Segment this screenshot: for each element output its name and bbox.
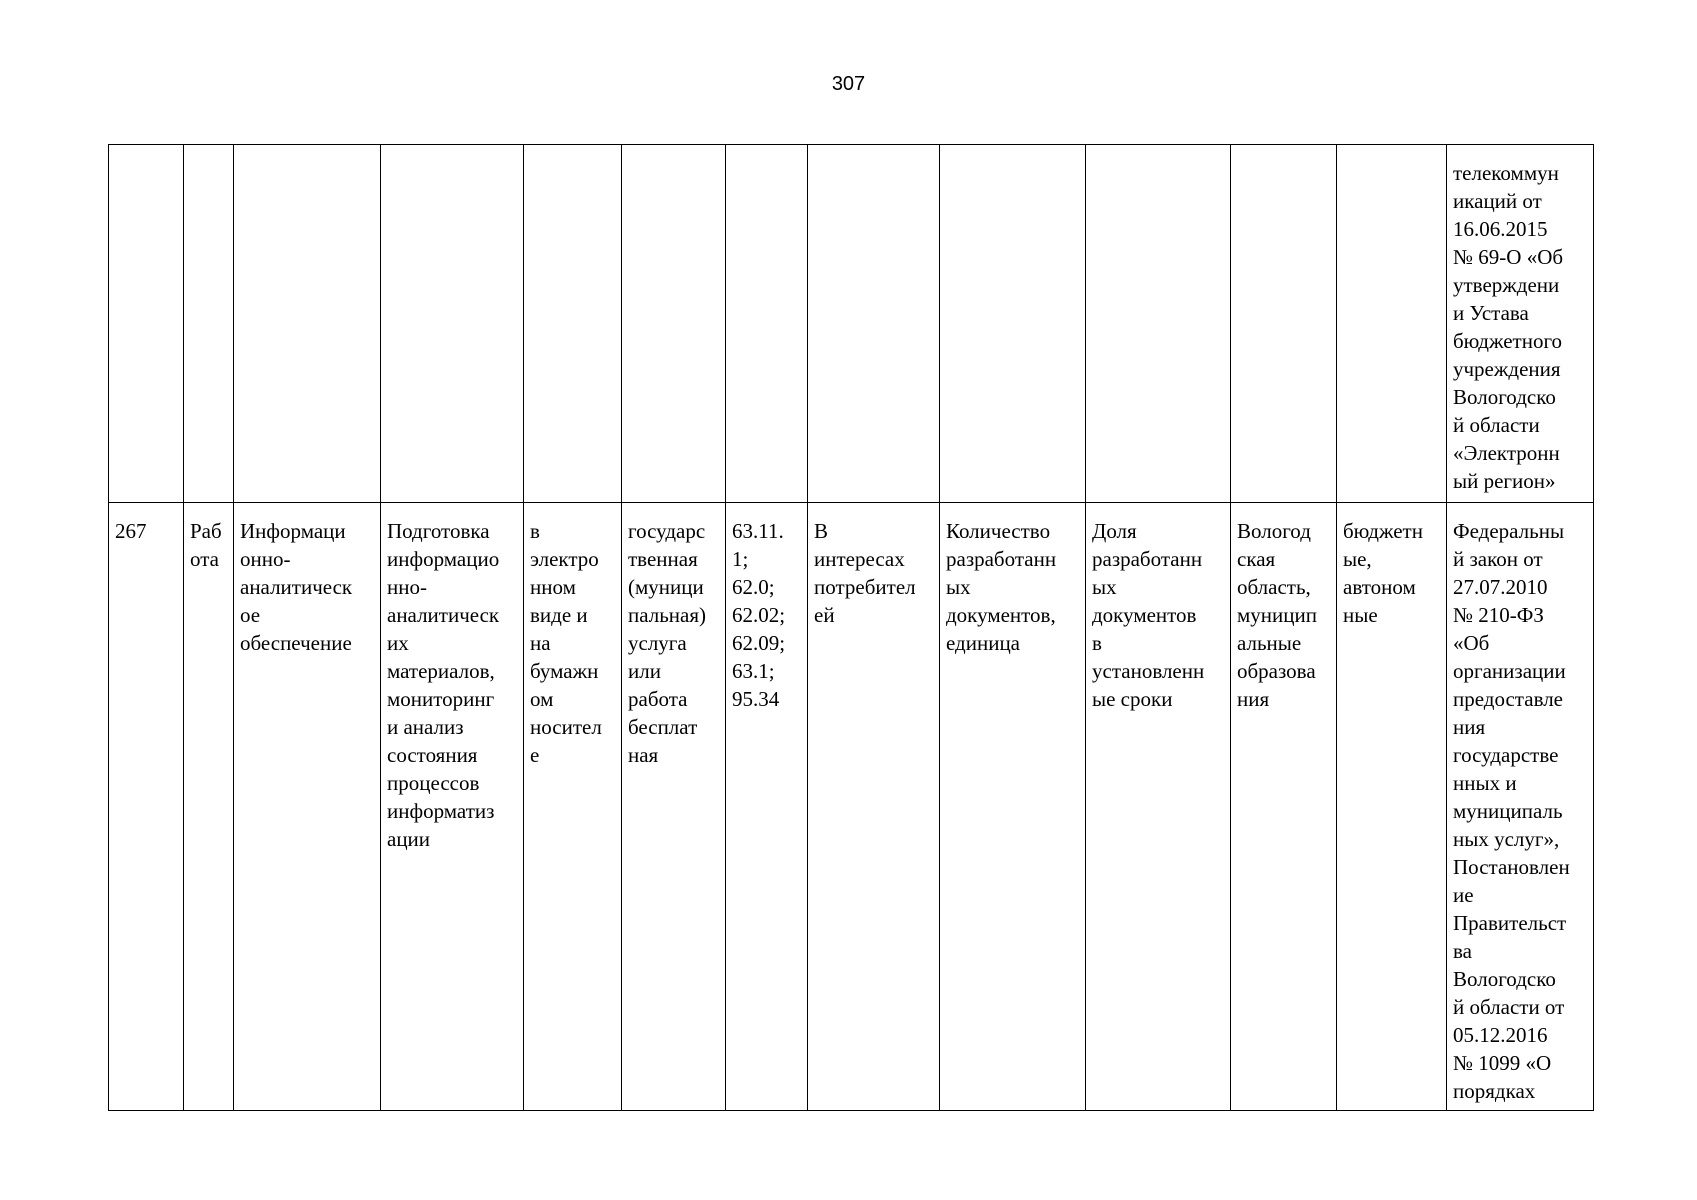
table-row-continued bbox=[109, 145, 1594, 503]
cell-volume-indicator: Количество разработанн ых документов, единица bbox=[940, 503, 1086, 1111]
cell-category: государс твенная (муници пальная) услуга или работа бесплат ная bbox=[622, 503, 726, 1111]
cell-number bbox=[109, 145, 184, 503]
cell-institution-type bbox=[1337, 145, 1447, 503]
cell-type: Раб ота bbox=[184, 503, 234, 1111]
cell-form: в электро нном виде и на бумажн ом носител е bbox=[524, 503, 622, 1111]
cell-consumers: В интересах потребител ей bbox=[808, 503, 940, 1111]
cell-legal-basis: Федеральны й закон от 27.07.2010 № 210-ФЗ «Об организации предоставле ния государстве нных и муниципаль ных услуг», Постановлен ие Правительст ва Вологодско й области от 05.12.2016 № 1099 «О порядках bbox=[1447, 503, 1594, 1111]
cell-okved-codes: 63.11. 1; 62.0; 62.02; 62.09; 63.1; 95.34 bbox=[726, 503, 808, 1111]
cell-form bbox=[524, 145, 622, 503]
cell-content: Подготовка информацио нно- аналитическ их материалов, мониторинг и анализ состояния процессов информатиз ации bbox=[381, 503, 524, 1111]
cell-territory: Вологод ская область, муницип альные образова ния bbox=[1231, 503, 1337, 1111]
cell-category bbox=[622, 145, 726, 503]
cell-territory bbox=[1231, 145, 1337, 503]
cell-okved-codes bbox=[726, 145, 808, 503]
cell-consumers bbox=[808, 145, 940, 503]
cell-legal-basis: телекоммун икаций от 16.06.2015 № 69-О «Об утверждени и Устава бюджетного учреждения Вологодско й области «Электронн ый регион» bbox=[1447, 145, 1594, 503]
cell-quality-indicator: Доля разработанн ых документов в установленн ые сроки bbox=[1086, 503, 1231, 1111]
cell-service-name: Информаци онно- аналитическ ое обеспечение bbox=[234, 503, 381, 1111]
cell-number: 267 bbox=[109, 503, 184, 1111]
page-number: 307 bbox=[831, 73, 866, 95]
cell-content bbox=[381, 145, 524, 503]
cell-service-name bbox=[234, 145, 381, 503]
table-row bbox=[109, 503, 1594, 1111]
cell-quality-indicator bbox=[1086, 145, 1231, 503]
cell-volume-indicator bbox=[940, 145, 1086, 503]
cell-type bbox=[184, 145, 234, 503]
registry-table bbox=[108, 144, 1594, 1111]
cell-institution-type: бюджетн ые, автоном ные bbox=[1337, 503, 1447, 1111]
